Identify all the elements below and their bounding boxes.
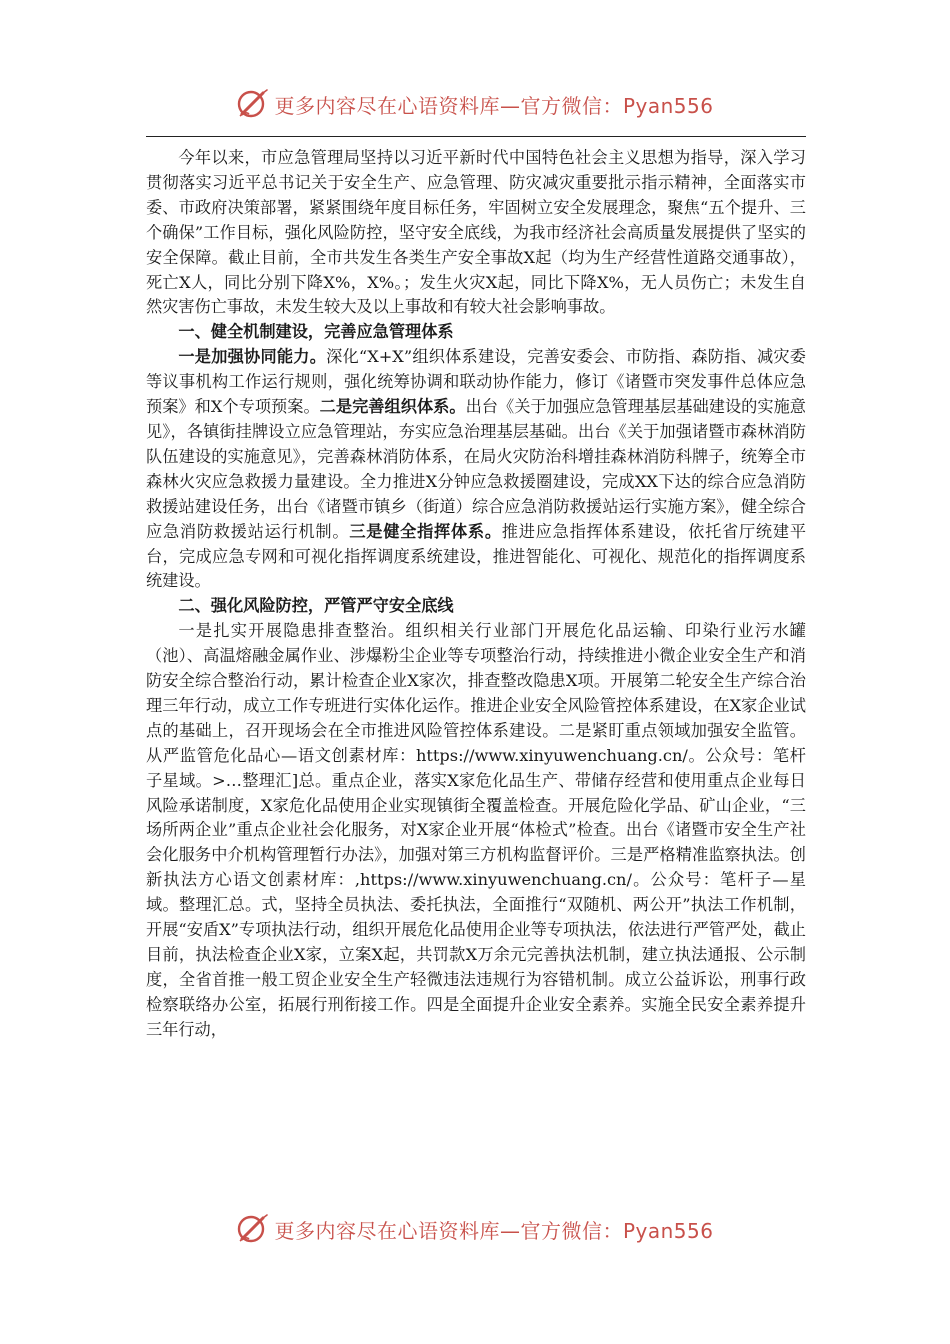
section1-lead3: 三是健全指挥体系。 [349, 521, 502, 541]
section1-text3: 推进应急指挥体系建设，依托省厅统建平台，完成应急专网和可视化指挥调度系统建设，推进智能化、可视化、规范化的指挥调度系统建设。 [146, 521, 807, 591]
pen-logo-icon [236, 1212, 270, 1246]
section1-paragraph [146, 345, 806, 594]
section2-heading: 二、强化风险防控，严管严守安全底线 [178, 596, 454, 616]
intro-paragraph: 今年以来，市应急管理局坚持以习近平新时代中国特色社会主义思想为指导，深入学习贯彻落实习近平总书记关于安全生产、应急管理、防灾减灾重要批示指示精神，全面落实市委、市政府决策部署，紧紧围绕年度目标任务，牢固树立安全发展理念，聚焦“五个提升、三个确保”工作目标，强化风险防控，坚守安全底线，为我市经济社会高质量发展提供了坚实的安全保障。截止目前，全市共发生各类生产安全事故X起（均为生产经营性道路交通事故），死亡X人，同比分别下降X%，X%。；发生火灾X起，同比下降X%，无人员伤亡；未发生自然灾害伤亡事故，未发生较大及以上事故和有较大社会影响事故。 [146, 148, 806, 317]
pen-logo-icon [236, 87, 270, 121]
section1-text2: 出台《关于加强应急管理基层基础建设的实施意见》，各镇街挂牌设立应急管理站，夯实应急治理基层基础。出台《关于加强诸暨市森林消防队伍建设的实施意见》，完善森林消防体系，在局火灾防治科增挂森林消防科牌子，统筹全市森林火灾应急救援力量建设。全力推进X分钟应急救援圈建设，完成XX下达的综合应急消防救援站建设任务，出台《诸暨市镇乡（街道）综合应急消防救援站运行实施方案》，健全综合应急消防救援站运行机制。 [146, 397, 806, 541]
header-divider [146, 136, 806, 137]
section1-heading: 一、健全机制建设，完善应急管理体系 [178, 322, 454, 342]
header-banner-text: 更多内容尽在心语资料库—官方微信：Pyan556 [274, 93, 714, 118]
section1-lead1: 一是加强协同能力。 [178, 347, 327, 367]
header-banner [0, 84, 950, 124]
section1-text1: 深化“X+X”组织体系建设，完善安委会、市防指、森防指、减灾委等议事机构工作运行规则，强化统筹协调和联动协作能力，修订《诸暨市突发事件总体应急预案》和X个专项预案。 [146, 347, 806, 417]
document-body [146, 146, 806, 1043]
footer-banner [0, 1209, 950, 1249]
section1-lead2: 二是完善组织体系。 [319, 397, 466, 417]
footer-banner-text: 更多内容尽在心语资料库—官方微信：Pyan556 [274, 1218, 714, 1243]
section2-paragraph: 一是扎实开展隐患排查整治。组织相关行业部门开展危化品运输、印染行业污水罐（池）、高温熔融金属作业、涉爆粉尘企业等专项整治行动，持续推进小微企业安全生产和消防安全综合整治行动，累计检查企业X家次，排查整改隐患X项。开展第二轮安全生产综合治理三年行动，成立工作专班进行实体化运作。推进企业安全风险管控体系建设，在X家企业试点的基础上，召开现场会在全市推进风险管控体系建设。二是紧盯重点领域加强安全监管。从严监管危化品心—语文创素材库：https://www.xinyuwenchuang.cn/。公众号：笔杆子星域。>…整理汇]总。重点企业，落实X家危化品生产、带储存经营和使用重点企业每日风险承诺制度，X家危化品使用企业实现镇街全覆盖检查。开展危险化学品、矿山企业，“三场所两企业”重点企业社会化服务，对X家企业开展“体检式”检查。出台《诸暨市安全生产社会化服务中介机构管理暂行办法》，加强对第三方机构监督评价。三是严格精准监察执法。创新执法方心语文创素材库：,https://www.xinyuwenchuang.cn/。公众号：笔杆子—星域。整理汇总。式，坚持全员执法、委托执法，全面推行“双随机、两公开”执法工作机制，开展“安盾X”专项执法行动，组织开展危化品使用企业等专项执法，依法进行严管严处，截止目前，执法检查企业X家，立案X起，共罚款X万余元完善执法机制，建立执法通报、公示制度，全省首推一般工贸企业安全生产轻微违法违规行为容错机制。成立公益诉讼，刑事行政检察联络办公室，拓展行刑衔接工作。四是全面提升企业安全素养。实施全民安全素养提升三年行动， [146, 621, 806, 1039]
